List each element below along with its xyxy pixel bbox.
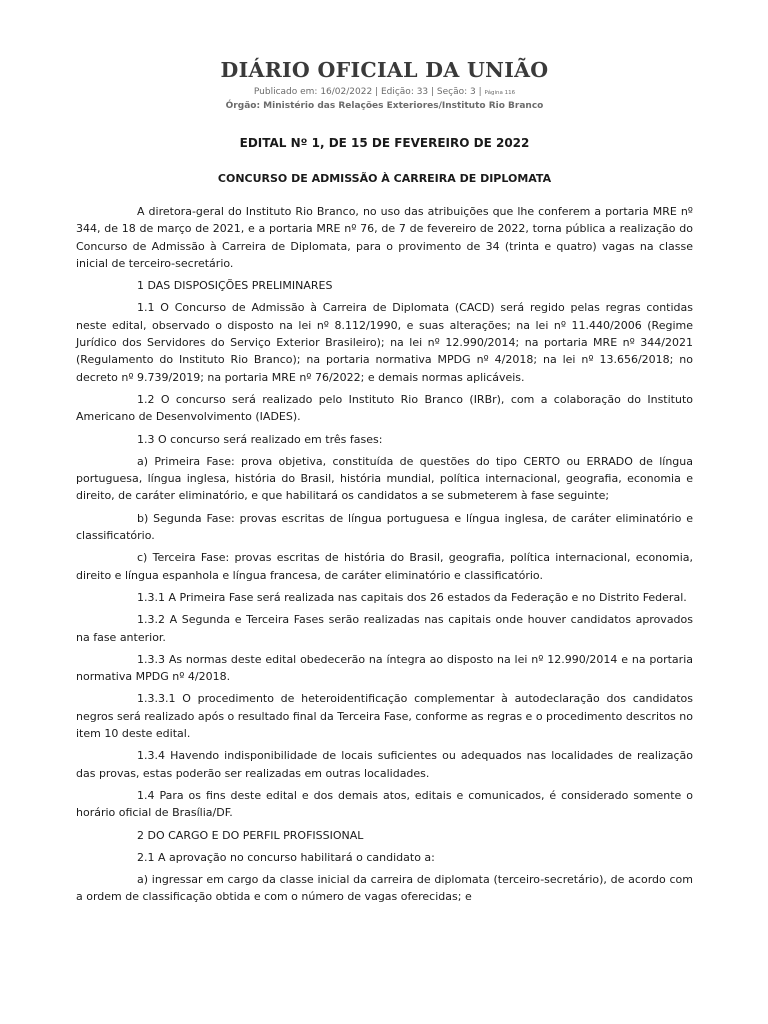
publication-info — [76, 86, 693, 100]
paragraph-1-3-b: b) Segunda Fase: provas escritas de língua portuguesa e língua inglesa, de caráter eliminatório e classificatório. — [76, 511, 693, 543]
paragraph-1-3-1: 1.3.1 A Primeira Fase será realizada nas capitais dos 26 estados da Federação e no Distrito Federal. — [137, 590, 687, 604]
paragraph-intro: A diretora-geral do Instituto Rio Branco, no uso das atribuições que lhe conferem a portaria MRE nº 344, de 18 de março de 2021, e a portaria MRE nº 76, de 7 de fevereiro de 2022, torna pública a realização do Concurso de Admissão à Carreira de Diplomata, para o provimento de 34 (trinta e quatro) vagas na classe inicial de terceiro-secretário. — [76, 205, 693, 270]
paragraph-1-3-3-1: 1.3.3.1 O procedimento de heteroidentificação complementar à autodeclaração dos candidatos negros será realizado após o resultado final da Terceira Fase, conforme as regras e o procedimento descritos no item 10 deste edital. — [76, 692, 693, 741]
paragraph-1-3-4: 1.3.4 Havendo indisponibilidade de locais suficientes ou adequados nas localidades de realização das provas, estas poderão ser realizadas em outras localidades. — [76, 749, 693, 780]
paragraph-2-1: 2.1 A aprovação no concurso habilitará o candidato a: — [137, 850, 435, 864]
document-page — [76, 56, 693, 911]
concurso-title: CONCURSO DE ADMISSÃO À CARREIRA DE DIPLOMATA — [217, 172, 552, 185]
paragraph-1-3-a: a) Primeira Fase: prova objetiva, constituída de questões do tipo CERTO ou ERRADO de língua portuguesa, língua inglesa, história do Brasil, história mundial, política internacional, geografia, economia e direito, de caráter eliminatório, e que habilitará os candidatos a se submeterem à fase seguinte; — [76, 454, 693, 503]
paragraph-1-3-c: c) Terceira Fase: provas escritas de história do Brasil, geografia, política internacional, economia, direito e língua espanhola e língua francesa, de caráter eliminatório e classificatório. — [76, 551, 693, 582]
paragraph-2-1-a: a) ingressar em cargo da classe inicial da carreira de diplomata (terceiro-secretário), de acordo com a ordem de classificação obtida e com o número de vagas oferecidas; e — [76, 873, 693, 904]
paragraph-1-3: 1.3 O concurso será realizado em três fases: — [137, 432, 383, 446]
paragraph-1-1: 1.1 O Concurso de Admissão à Carreira de Diplomata (CACD) será regido pelas regras contidas neste edital, observado o disposto na lei nº 8.112/1990, e suas alterações; na lei nº 11.440/2006 (Regime Jurídico dos Servidores do Serviço Exterior Brasileiro); na lei nº 12.990/2014; na portaria MRE nº 344/2021 (Regulamento do Instituto Rio Branco); na portaria normativa MPDG nº 4/2018; na lei nº 13.656/2018; no decreto nº 9.739/2019; na portaria MRE nº 76/2022; e demais normas aplicáveis. — [76, 301, 693, 384]
document-body — [76, 203, 693, 906]
paragraph-1-4: 1.4 Para os fins deste edital e dos demais atos, editais e comunicados, é considerado somente o horário oficial de Brasília/DF. — [76, 788, 693, 820]
page-reference: Página 116 — [484, 90, 516, 96]
section-heading-1: 1 DAS DISPOSIÇÕES PRELIMINARES — [137, 279, 333, 293]
publication-details: Publicado em: 16/02/2022 | Edição: 33 | Seção: 3 | — [253, 87, 482, 97]
paragraph-1-3-3: 1.3.3 As normas deste edital obedecerão na íntegra ao disposto na lei nº 12.990/2014 e na portaria normativa MPDG nº 4/2018. — [76, 652, 693, 684]
masthead-title: DIÁRIO OFICIAL DA UNIÃO — [220, 58, 549, 82]
paragraph-1-2: 1.2 O concurso será realizado pelo Instituto Rio Branco (IRBr), com a colaboração do Instituto Americano de Desenvolvimento (IADES). — [76, 392, 693, 424]
paragraph-1-3-2: 1.3.2 A Segunda e Terceira Fases serão realizadas nas capitais onde houver candidatos aprovados na fase anterior. — [76, 613, 693, 644]
edital-title: EDITAL Nº 1, DE 15 DE FEVEREIRO DE 2022 — [239, 136, 530, 150]
orgao-line: Órgão: Ministério das Relações Exteriores/Instituto Rio Branco — [225, 101, 544, 111]
section-heading-2: 2 DO CARGO E DO PERFIL PROFISSIONAL — [137, 828, 364, 842]
